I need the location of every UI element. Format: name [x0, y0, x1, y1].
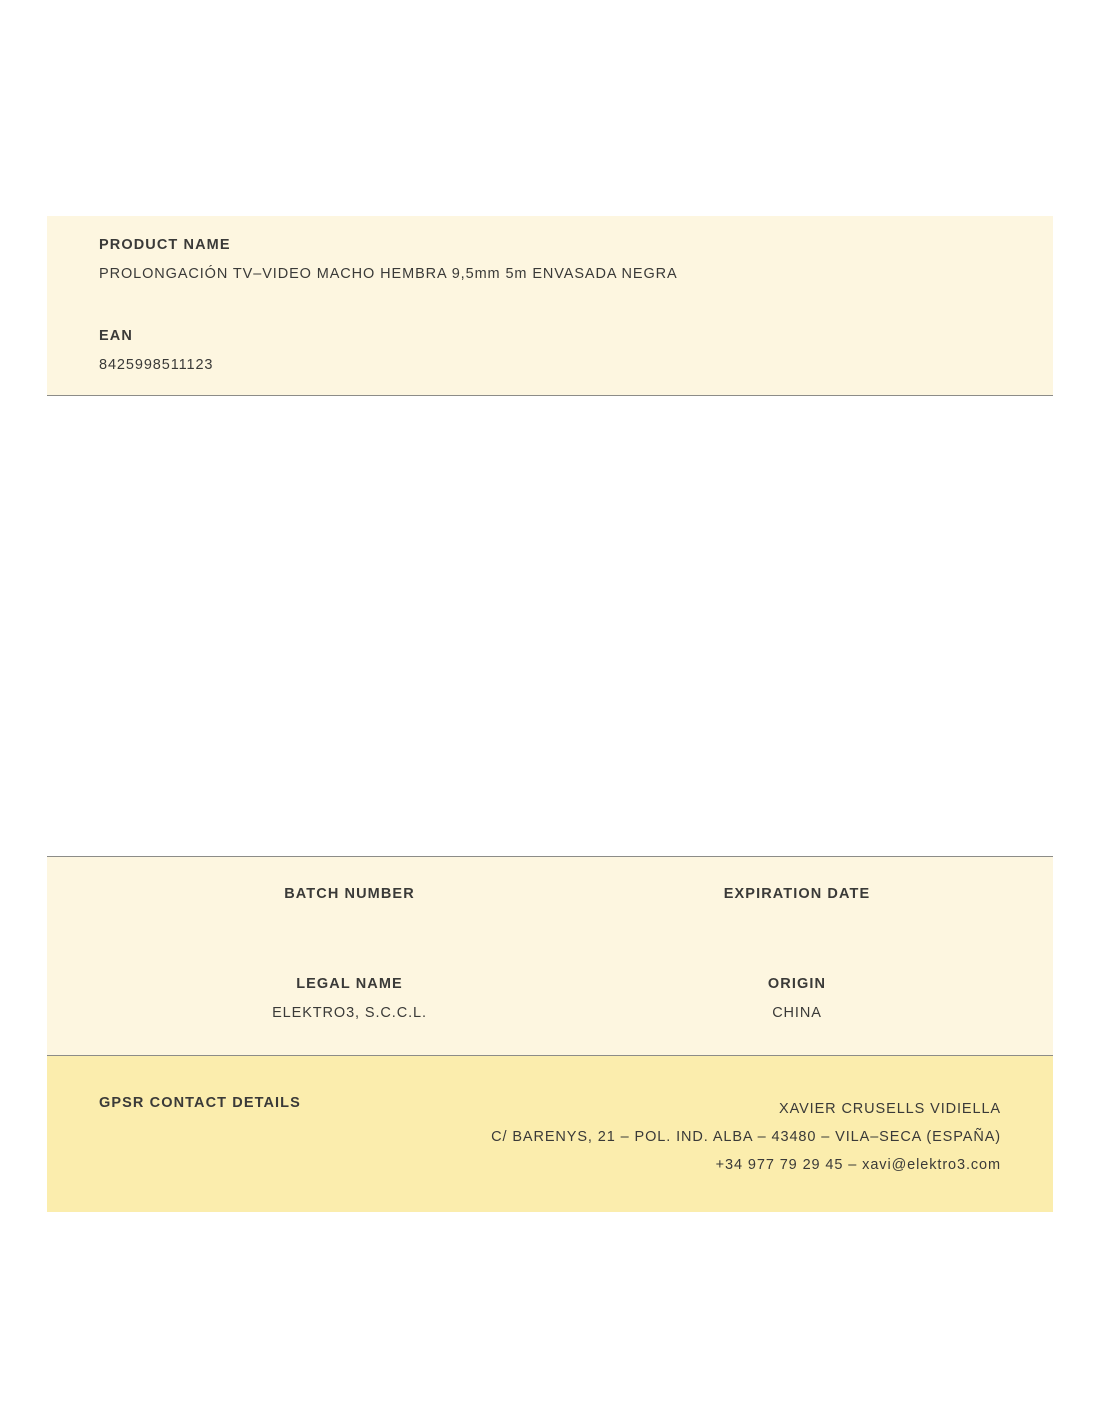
gpsr-contact-label: GPSR CONTACT DETAILS	[99, 1095, 301, 1111]
gpsr-contact-phone-email: +34 977 79 29 45 – xavi@elektro3.com	[715, 1157, 1001, 1173]
product-name-label: PRODUCT NAME	[99, 237, 231, 253]
ean-value: 8425998511123	[99, 357, 214, 373]
gpsr-contact-name: XAVIER CRUSELLS VIDIELLA	[779, 1101, 1001, 1117]
gpsr-contact-block	[47, 1056, 1053, 1212]
product-info-block	[47, 216, 1053, 396]
gpsr-contact-lines	[301, 1095, 1001, 1179]
batch-info-block	[47, 856, 1053, 1056]
blank-content-area	[47, 396, 1053, 856]
gpsr-contact-address: C/ BARENYS, 21 – POL. IND. ALBA – 43480 – VILA–SECA (ESPAÑA)	[491, 1129, 1001, 1145]
batch-number-label: BATCH NUMBER	[284, 886, 415, 902]
ean-label: EAN	[99, 328, 133, 344]
product-name-value: PROLONGACIÓN TV–VIDEO MACHO HEMBRA 9,5mm 5m ENVASADA NEGRA	[99, 266, 678, 282]
origin-label: ORIGIN	[767, 976, 827, 992]
expiration-date-label: EXPIRATION DATE	[723, 886, 871, 902]
legal-name-value: ELEKTRO3, S.C.C.L.	[272, 1005, 427, 1021]
legal-name-label: LEGAL NAME	[296, 976, 403, 992]
origin-value: CHINA	[772, 1005, 822, 1021]
